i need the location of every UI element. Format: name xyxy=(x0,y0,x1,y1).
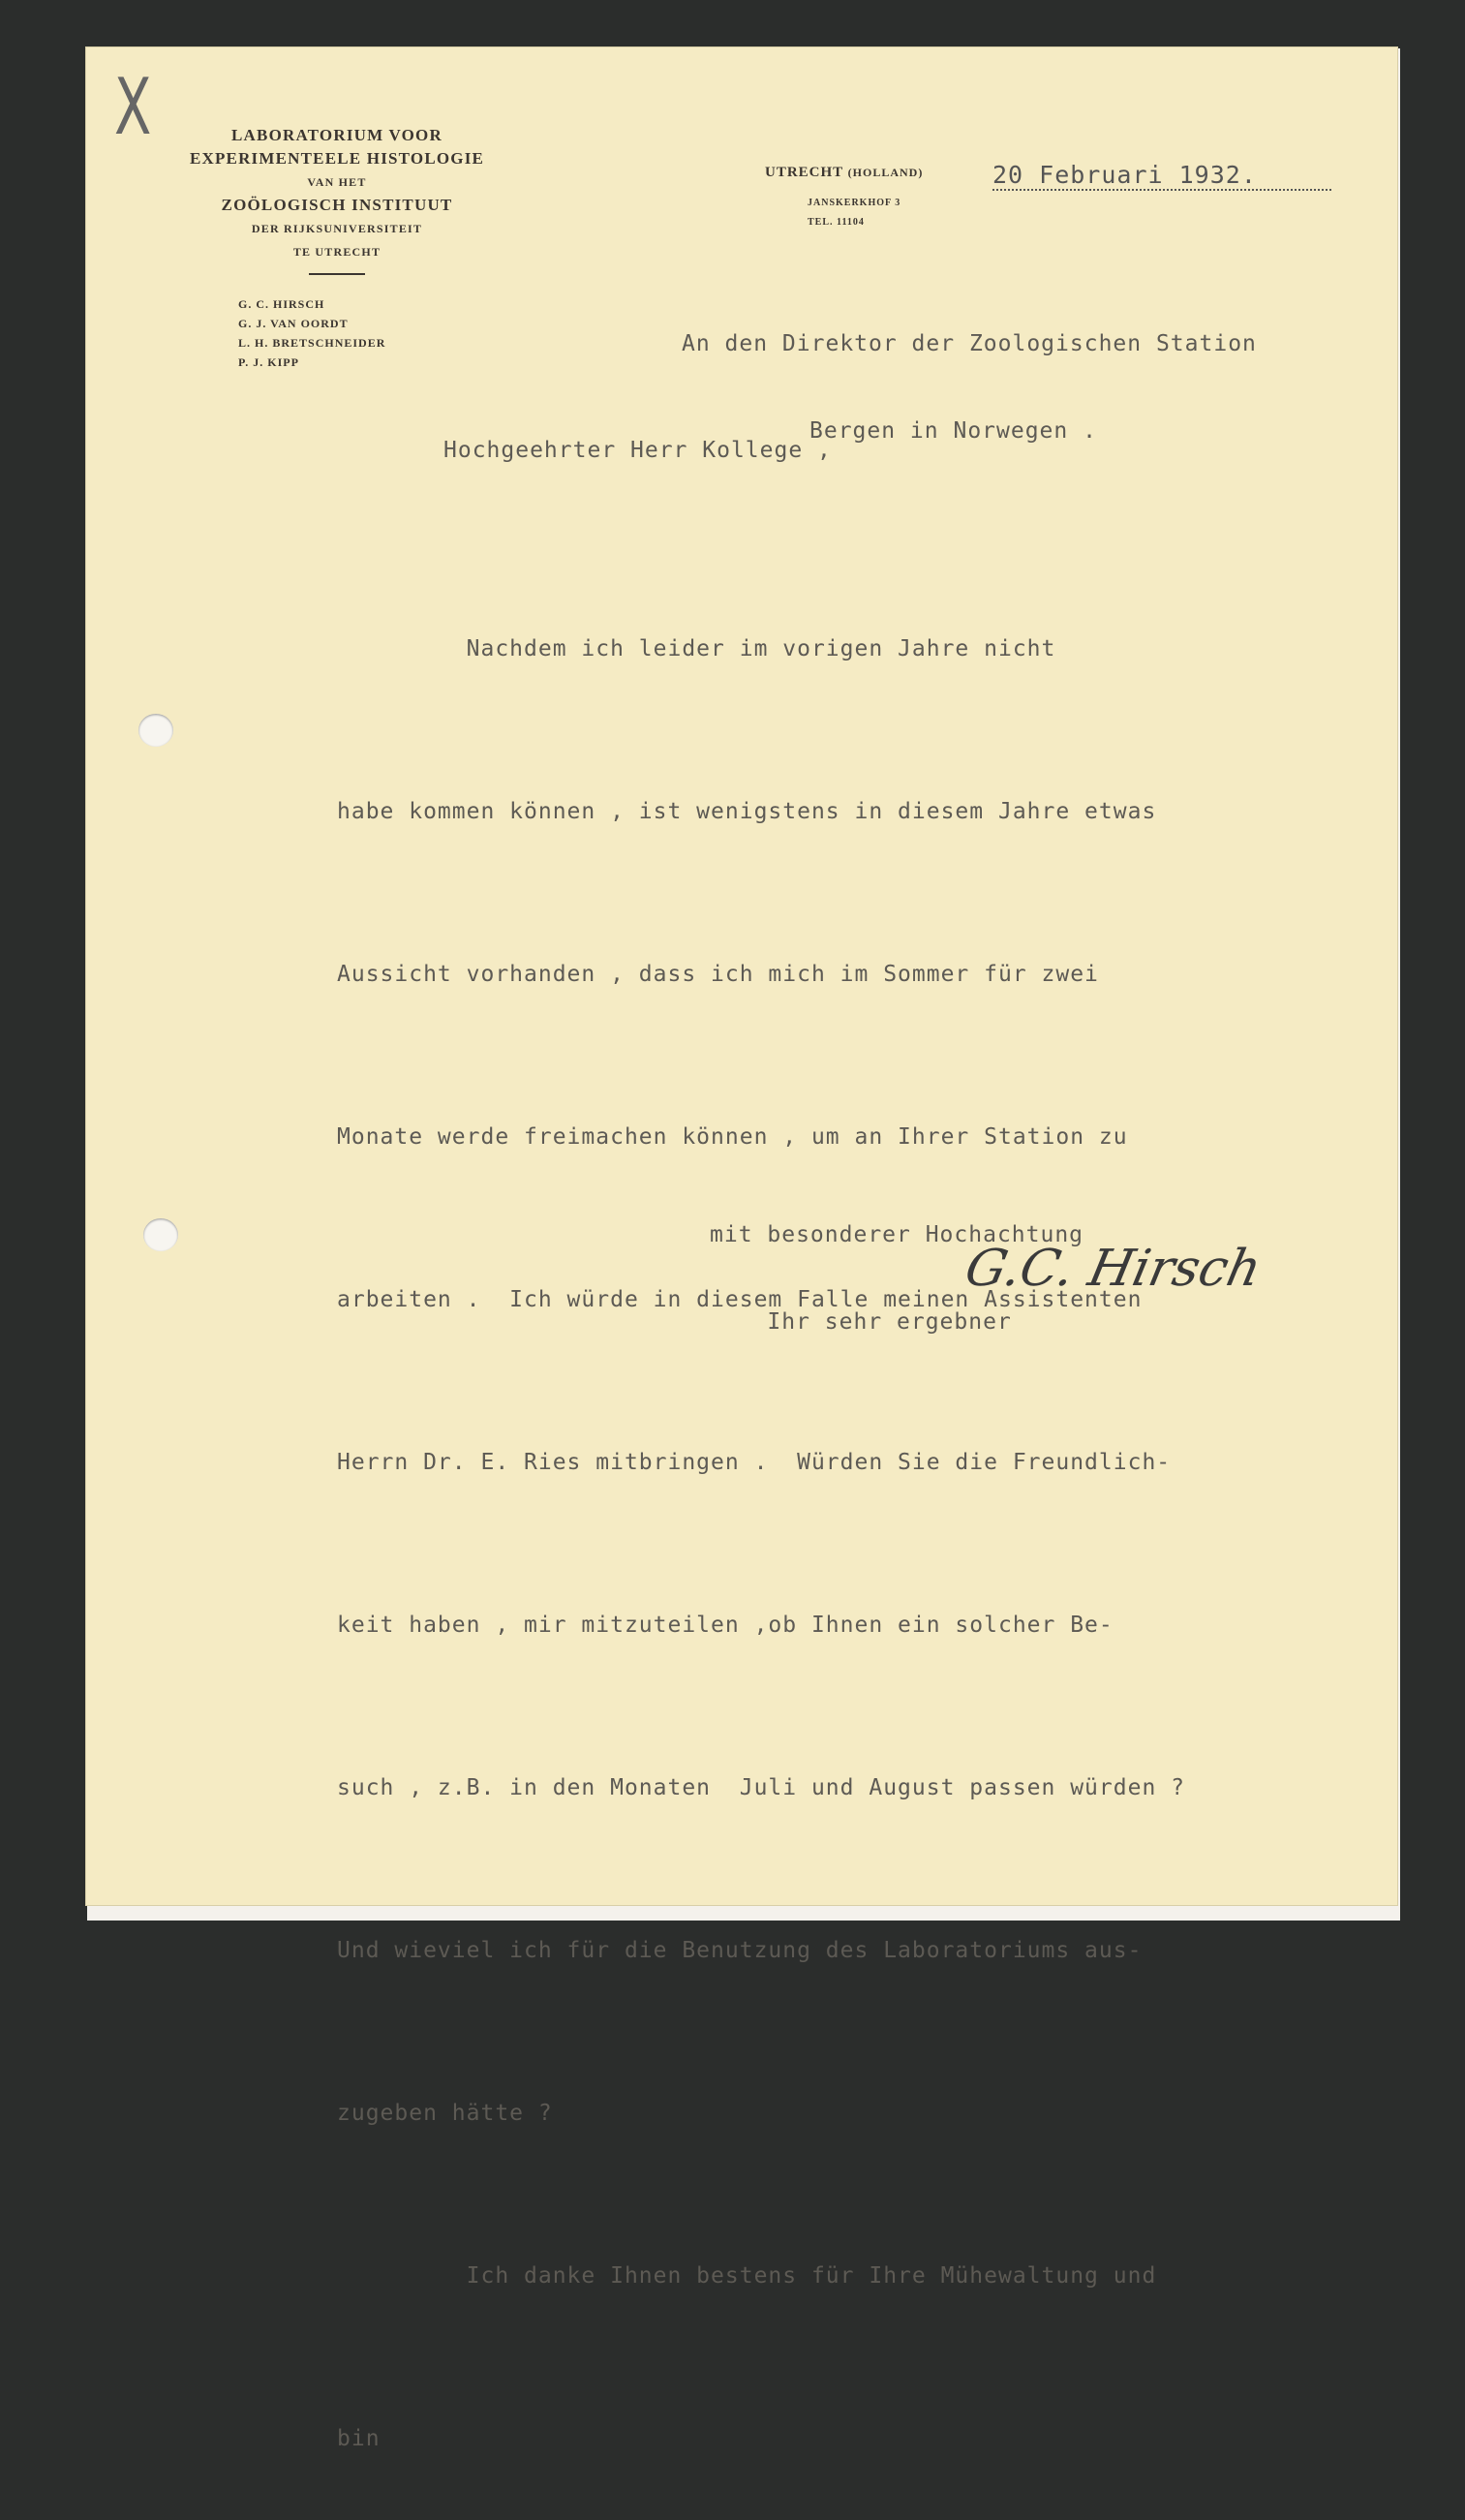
body-line: keit haben , mir mitzuteilen ,ob Ihnen ein solcher Be- xyxy=(337,1613,1114,1638)
staff-name: P. J. KIPP xyxy=(238,355,299,369)
recipient-line: Bergen in Norwegen . xyxy=(809,418,1097,444)
letterhead-line: DER RIJKSUNIVERSITEIT xyxy=(251,222,423,235)
closing-line: Ihr sehr ergebner xyxy=(710,1309,1012,1335)
letterhead-line: EXPERIMENTEELE HISTOLOGIE xyxy=(189,149,485,168)
margin-x-mark: X xyxy=(114,62,152,152)
closing-line: mit besonderer Hochachtung xyxy=(710,1222,1084,1247)
telephone: TEL. 11104 xyxy=(808,217,865,228)
body-line: Aussicht vorhanden , dass ich mich im Sommer für zwei xyxy=(337,962,1099,987)
punch-hole-top xyxy=(138,714,173,747)
body-line: zugeben hätte ? xyxy=(337,2101,553,2126)
body-line: habe kommen können , ist wenigstens in diesem Jahre etwas xyxy=(337,799,1157,824)
body-line: Herrn Dr. E. Ries mitbringen . Würden Sie die Freundlich- xyxy=(337,1450,1172,1475)
staff-name: G. J. VAN OORDT xyxy=(238,317,349,330)
letterhead xyxy=(153,124,521,285)
body-line: such , z.B. in den Monaten Juli und August passen würden ? xyxy=(337,1775,1185,1800)
letterhead-line: LABORATORIUM VOOR xyxy=(231,126,443,144)
body-line: Und wieviel ich für die Benutzung des Laboratoriums aus- xyxy=(337,1938,1143,1963)
letterhead-line: TE UTRECHT xyxy=(292,245,382,259)
letter-body xyxy=(337,513,1185,2520)
body-line: Monate werde freimachen können , um an Ihrer Station zu xyxy=(337,1124,1128,1150)
letterhead-divider xyxy=(309,273,365,275)
place-heading xyxy=(765,165,923,181)
staff-name: G. C. HIRSCH xyxy=(238,297,325,311)
place-country: (HOLLAND) xyxy=(847,166,924,179)
staff-name: L. H. BRETSCHNEIDER xyxy=(238,336,386,350)
letterhead-line: ZOÖLOGISCH INSTITUUT xyxy=(221,196,453,214)
salutation: Hochgeehrter Herr Kollege , xyxy=(443,438,832,463)
letter-date: 20 Februari 1932. xyxy=(992,161,1331,191)
body-line: Ich danke Ihnen bestens für Ihre Mühewaltung und xyxy=(337,2263,1157,2289)
place-city: UTRECHT xyxy=(765,165,843,180)
punch-hole-bottom xyxy=(143,1218,178,1251)
body-line: Nachdem ich leider im vorigen Jahre nicht xyxy=(337,636,1056,661)
body-line: arbeiten . Ich würde in diesem Falle meinen Assistenten xyxy=(337,1287,1143,1312)
signature: G.C. Hirsch xyxy=(960,1240,1267,1298)
recipient-line: An den Direktor der Zoologischen Station xyxy=(682,331,1257,356)
body-line: bin xyxy=(337,2426,381,2451)
street-address: JANSKERKHOF 3 xyxy=(808,198,901,208)
staff-list xyxy=(238,294,385,372)
letterhead-line: VAN HET xyxy=(307,175,367,189)
